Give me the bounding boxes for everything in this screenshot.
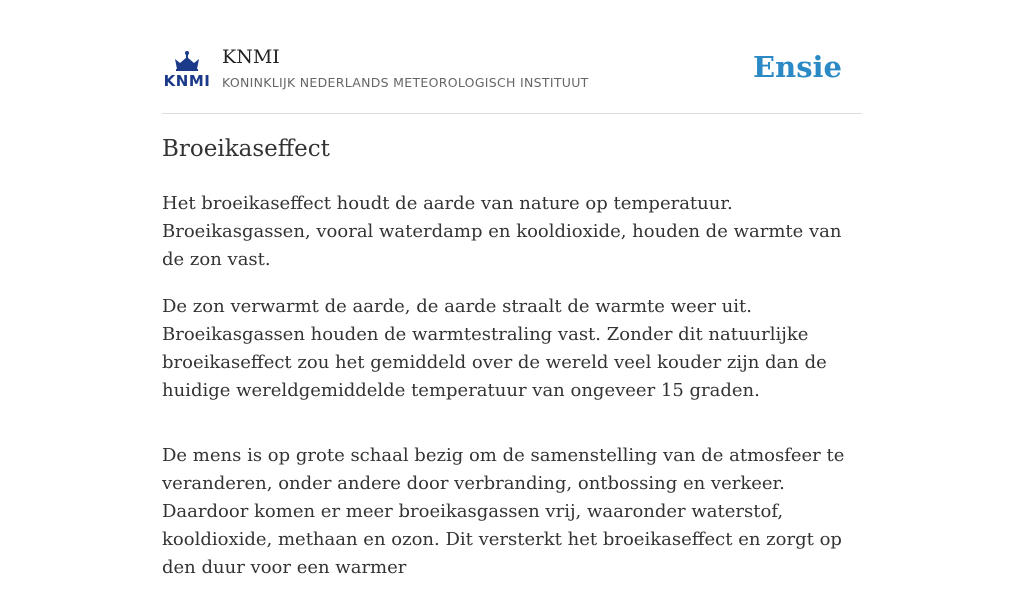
- page-title: Broeikaseffect: [162, 136, 330, 162]
- page-header: [162, 40, 862, 114]
- brand-logo[interactable]: Ensie: [753, 50, 842, 84]
- paragraph: De mens is op grote schaal bezig om de samenstelling van de atmosfeer te veranderen, onder andere door verbranding, ontbossing en verkeer. Daardoor komen er meer broeikasgassen vrij, waaronder waterstof, kooldioxide, methaan en ozon. Dit versterkt het broeikaseffect en zorgt op den duur voor een warmer: [162, 445, 845, 578]
- org-name: KNMI: [222, 46, 280, 68]
- svg-text:KNMI: KNMI: [163, 72, 211, 90]
- article-body: [162, 190, 862, 601]
- paragraph: De zon verwarmt de aarde, de aarde straalt de warmte weer uit. Broeikasgassen houden de warmtestraling vast. Zonder dit natuurlijke broeikaseffect zou het gemiddeld over de wereld veel kouder zijn dan de huidige wereldgemiddelde temperatuur van ongeveer 15 graden.: [162, 296, 827, 401]
- knmi-crown-logo-icon[interactable]: [164, 50, 210, 90]
- org-subtitle: KONINKLIJK NEDERLANDS METEOROLOGISCH INSTITUUT: [222, 75, 589, 90]
- paragraph: Het broeikaseffect houdt de aarde van nature op temperatuur. Broeikasgassen, vooral waterdamp en kooldioxide, houden de warmte van de zon vast.: [162, 193, 842, 270]
